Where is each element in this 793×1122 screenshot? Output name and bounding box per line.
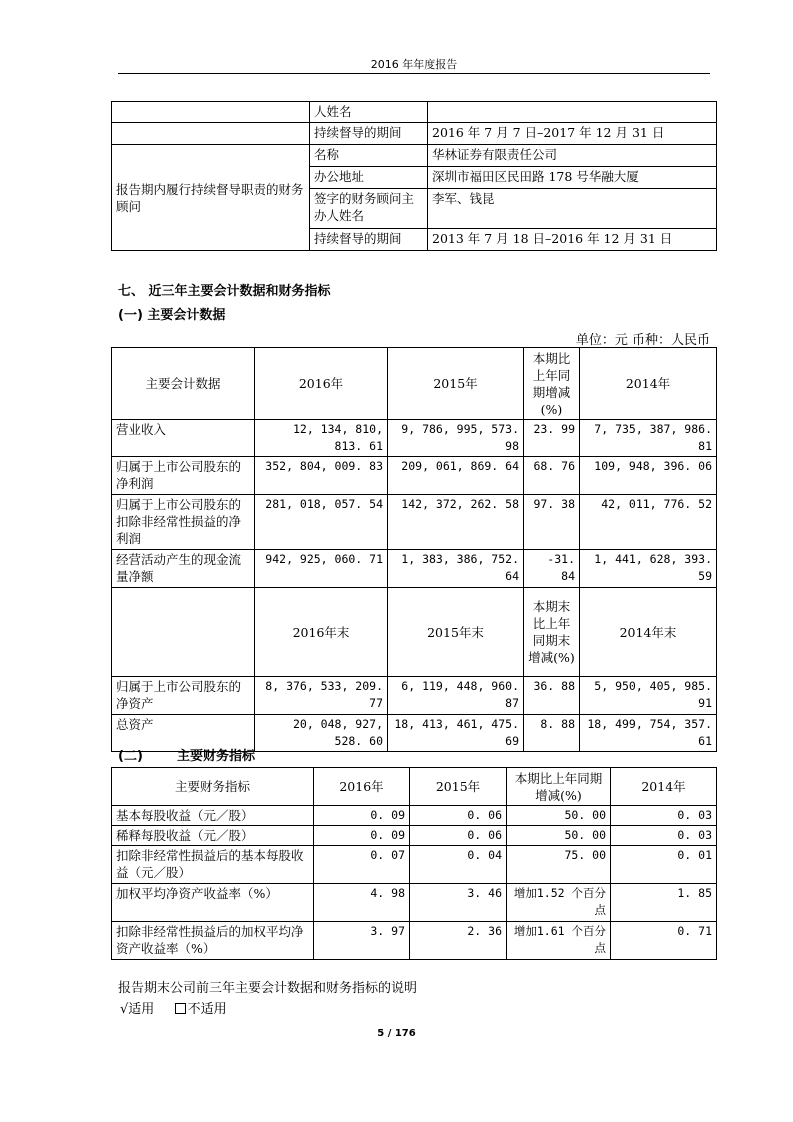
section-heading: 七、 近三年主要会计数据和财务指标: [118, 284, 331, 299]
fin-row-label: 基本每股收益（元／股）: [112, 806, 314, 826]
advisor-value: 2016 年 7 月 7 日–2017 年 12 月 31 日: [428, 123, 717, 145]
advisor-value: 华林证券有限责任公司: [428, 145, 717, 167]
fin-header-cell: 主要财务指标: [112, 768, 314, 806]
fin-cell: 0. 03: [611, 826, 717, 846]
acct-cell: 1, 383, 386, 752. 64: [388, 550, 524, 588]
fin-cell: 2. 36: [410, 922, 507, 960]
advisor-value: 李军、钱昆: [428, 189, 717, 229]
advisor-label: 办公地址: [310, 167, 428, 189]
applicable-option: √适用: [120, 1002, 155, 1017]
acct-row-label: 归属于上市公司股东的净资产: [112, 677, 255, 715]
fin-header-cell: 2015年: [410, 768, 507, 806]
fin-cell: 50. 00: [507, 806, 611, 826]
fin-cell: 75. 00: [507, 846, 611, 884]
fin-cell: 0. 71: [611, 922, 717, 960]
acct-cell: 5, 950, 405, 985. 91: [580, 677, 717, 715]
page-number: 5 / 176: [377, 1028, 416, 1039]
fin-cell: 0. 09: [314, 826, 410, 846]
fin-cell: 增加1.61 个百分点: [507, 922, 611, 960]
acct-cell: 97. 38: [524, 495, 580, 550]
acct-cell: 8, 376, 533, 209. 77: [255, 677, 388, 715]
fin-cell: 50. 00: [507, 826, 611, 846]
acct-header-cell: [112, 588, 255, 677]
acct-row-label: 经营活动产生的现金流量净额: [112, 550, 255, 588]
subsection-heading: 主要财务指标: [177, 749, 256, 764]
acct-cell: 42, 011, 776. 52: [580, 495, 717, 550]
acct-row-label: 营业收入: [112, 420, 255, 457]
fin-row-label: 加权平均净资产收益率（%）: [112, 884, 314, 922]
fin-cell: 4. 98: [314, 884, 410, 922]
acct-cell: 20, 048, 927, 528. 60: [255, 715, 388, 752]
accounting-data-table: [111, 347, 717, 752]
acct-header-cell: 2016年末: [255, 588, 388, 677]
acct-row-label: 归属于上市公司股东的扣除非经常性损益的净利润: [112, 495, 255, 550]
acct-cell: 109, 948, 396. 06: [580, 457, 717, 495]
fin-cell: 0. 03: [611, 806, 717, 826]
acct-cell: 9, 786, 995, 573. 98: [388, 420, 524, 457]
advisor-table: [111, 101, 717, 251]
advisor-value: 2013 年 7 月 18 日–2016 年 12 月 31 日: [428, 229, 717, 251]
fin-row-label: 扣除非经常性损益后的加权平均净资产收益率（%）: [112, 922, 314, 960]
acct-cell: 18, 413, 461, 475. 69: [388, 715, 524, 752]
fin-cell: 0. 09: [314, 806, 410, 826]
acct-cell: 281, 018, 057. 54: [255, 495, 388, 550]
acct-cell: 18, 499, 754, 357. 61: [580, 715, 717, 752]
acct-cell: 8. 88: [524, 715, 580, 752]
acct-cell: 942, 925, 060. 71: [255, 550, 388, 588]
header-rule: [118, 73, 710, 74]
acct-cell: 209, 061, 869. 64: [388, 457, 524, 495]
advisor-label: 持续督导的期间: [310, 123, 428, 145]
acct-cell: 1, 441, 628, 393. 59: [580, 550, 717, 588]
fin-cell: 0. 06: [410, 806, 507, 826]
unit-currency-line: 单位：元 币种：人民币: [575, 333, 710, 348]
fin-cell: 1. 85: [611, 884, 717, 922]
fin-cell: 0. 01: [611, 846, 717, 884]
page-header: 2016 年年度报告: [370, 58, 458, 71]
fin-cell: 增加1.52 个百分点: [507, 884, 611, 922]
advisor-label: 名称: [310, 145, 428, 167]
advisor-group-label: 报告期内履行持续督导职责的财务顾问: [112, 145, 310, 251]
acct-header-cell: 2015年末: [388, 588, 524, 677]
fin-header-cell: 2014年: [611, 768, 717, 806]
advisor-label: 签字的财务顾问主办人姓名: [310, 189, 428, 229]
acct-header-cell: 2015年: [388, 348, 524, 420]
acct-header-cell: 本期比上年同期增减(%): [524, 348, 580, 420]
acct-header-cell: 2016年: [255, 348, 388, 420]
advisor-label: 持续督导的期间: [310, 229, 428, 251]
acct-row-label: 归属于上市公司股东的净利润: [112, 457, 255, 495]
acct-header-cell: 主要会计数据: [112, 348, 255, 420]
acct-row-label: 总资产: [112, 715, 255, 752]
advisor-blank-cell: [112, 102, 310, 123]
fin-cell: 3. 97: [314, 922, 410, 960]
checkbox-icon: [175, 1003, 186, 1014]
acct-cell: 142, 372, 262. 58: [388, 495, 524, 550]
acct-header-cell: 2014年: [580, 348, 717, 420]
note-text: 报告期末公司前三年主要会计数据和财务指标的说明: [118, 981, 418, 996]
applicability-line: [120, 998, 227, 1017]
not-applicable-option: 不适用: [187, 1002, 227, 1017]
acct-cell: 6, 119, 448, 960. 87: [388, 677, 524, 715]
advisor-label: 人姓名: [310, 102, 428, 123]
acct-cell: 12, 134, 810, 813. 61: [255, 420, 388, 457]
advisor-value: 深圳市福田区民田路 178 号华融大厦: [428, 167, 717, 189]
acct-cell: 68. 76: [524, 457, 580, 495]
financial-indicators-table: [111, 767, 717, 960]
acct-cell: 23. 99: [524, 420, 580, 457]
acct-cell: 36. 88: [524, 677, 580, 715]
acct-header-cell: 2014年末: [580, 588, 717, 677]
subsection-heading: (一) 主要会计数据: [118, 308, 226, 323]
fin-header-cell: 2016年: [314, 768, 410, 806]
fin-cell: 0. 07: [314, 846, 410, 884]
fin-cell: 0. 04: [410, 846, 507, 884]
acct-cell: -31. 84: [524, 550, 580, 588]
advisor-value: [428, 102, 717, 123]
fin-header-cell: 本期比上年同期增减(%): [507, 768, 611, 806]
acct-cell: 7, 735, 387, 986. 81: [580, 420, 717, 457]
subsection-number: (二): [118, 749, 143, 764]
fin-cell: 3. 46: [410, 884, 507, 922]
acct-cell: 352, 804, 009. 83: [255, 457, 388, 495]
fin-row-label: 稀释每股收益（元／股）: [112, 826, 314, 846]
advisor-blank-cell: [112, 123, 310, 145]
acct-header-cell: 本期末比上年同期末增减(%): [524, 588, 580, 677]
fin-cell: 0. 06: [410, 826, 507, 846]
fin-row-label: 扣除非经常性损益后的基本每股收益（元／股）: [112, 846, 314, 884]
